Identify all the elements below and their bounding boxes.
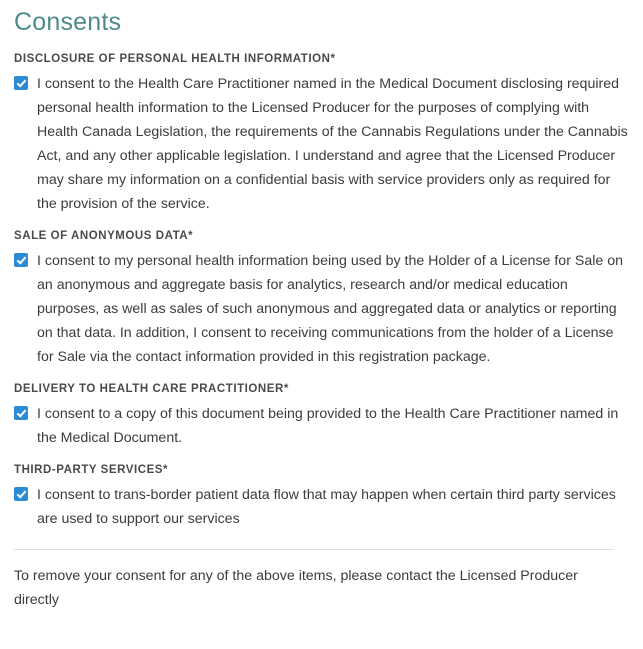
- checkbox-disclosure[interactable]: [14, 76, 28, 90]
- consent-label-anonymous-data: SALE OF ANONYMOUS DATA*: [14, 230, 194, 242]
- consent-text-delivery: I consent to a copy of this document being provided to the Health Care Practitioner named in the Medical Document.: [37, 406, 619, 446]
- consent-group-third-party: [14, 464, 633, 531]
- consent-group-delivery: [14, 383, 633, 450]
- consent-text-disclosure: I consent to the Health Care Practitioner named in the Medical Document disclosing required personal health information to the Licensed Producer for the purposes of complying with Health Canada Legislation, the requirements of the Cannabis Regulations under the Cannabis Act, and any other applicable legislation. I understand and agree that the Licensed Producer may share my information on a confidential basis with service providers only as required for the provision of the service.: [37, 76, 628, 212]
- consent-row-anonymous-data: [14, 249, 633, 369]
- consent-label-delivery: DELIVERY TO HEALTH CARE PRACTITIONER*: [14, 383, 289, 395]
- consent-label-disclosure: DISCLOSURE OF PERSONAL HEALTH INFORMATION*: [14, 53, 336, 65]
- checkbox-anonymous-data[interactable]: [14, 253, 28, 267]
- checkbox-delivery[interactable]: [14, 406, 28, 420]
- page-title: Consents: [14, 8, 122, 36]
- remove-consent-note: To remove your consent for any of the above items, please contact the Licensed Producer directly: [14, 549, 614, 612]
- checkbox-third-party[interactable]: [14, 487, 28, 501]
- consent-text-anonymous-data: I consent to my personal health information being used by the Holder of a License for Sale on an anonymous and aggregate basis for analytics, research and/or medical education purposes, as well as sales of such anonymous and aggregated data or analytics or reporting on that data. In addition, I consent to receiving communications from the holder of a License for Sale via the contact information provided in this registration package.: [37, 253, 623, 365]
- consent-text-third-party: I consent to trans-border patient data flow that may happen when certain third party services are used to support our services: [37, 487, 616, 527]
- consent-row-third-party: [14, 483, 633, 531]
- consent-row-delivery: [14, 402, 633, 450]
- consent-group-disclosure: [14, 53, 633, 216]
- consents-page: [0, 8, 643, 612]
- consent-row-disclosure: [14, 72, 633, 216]
- consent-group-anonymous-data: [14, 230, 633, 369]
- consent-label-third-party: THIRD-PARTY SERVICES*: [14, 464, 169, 476]
